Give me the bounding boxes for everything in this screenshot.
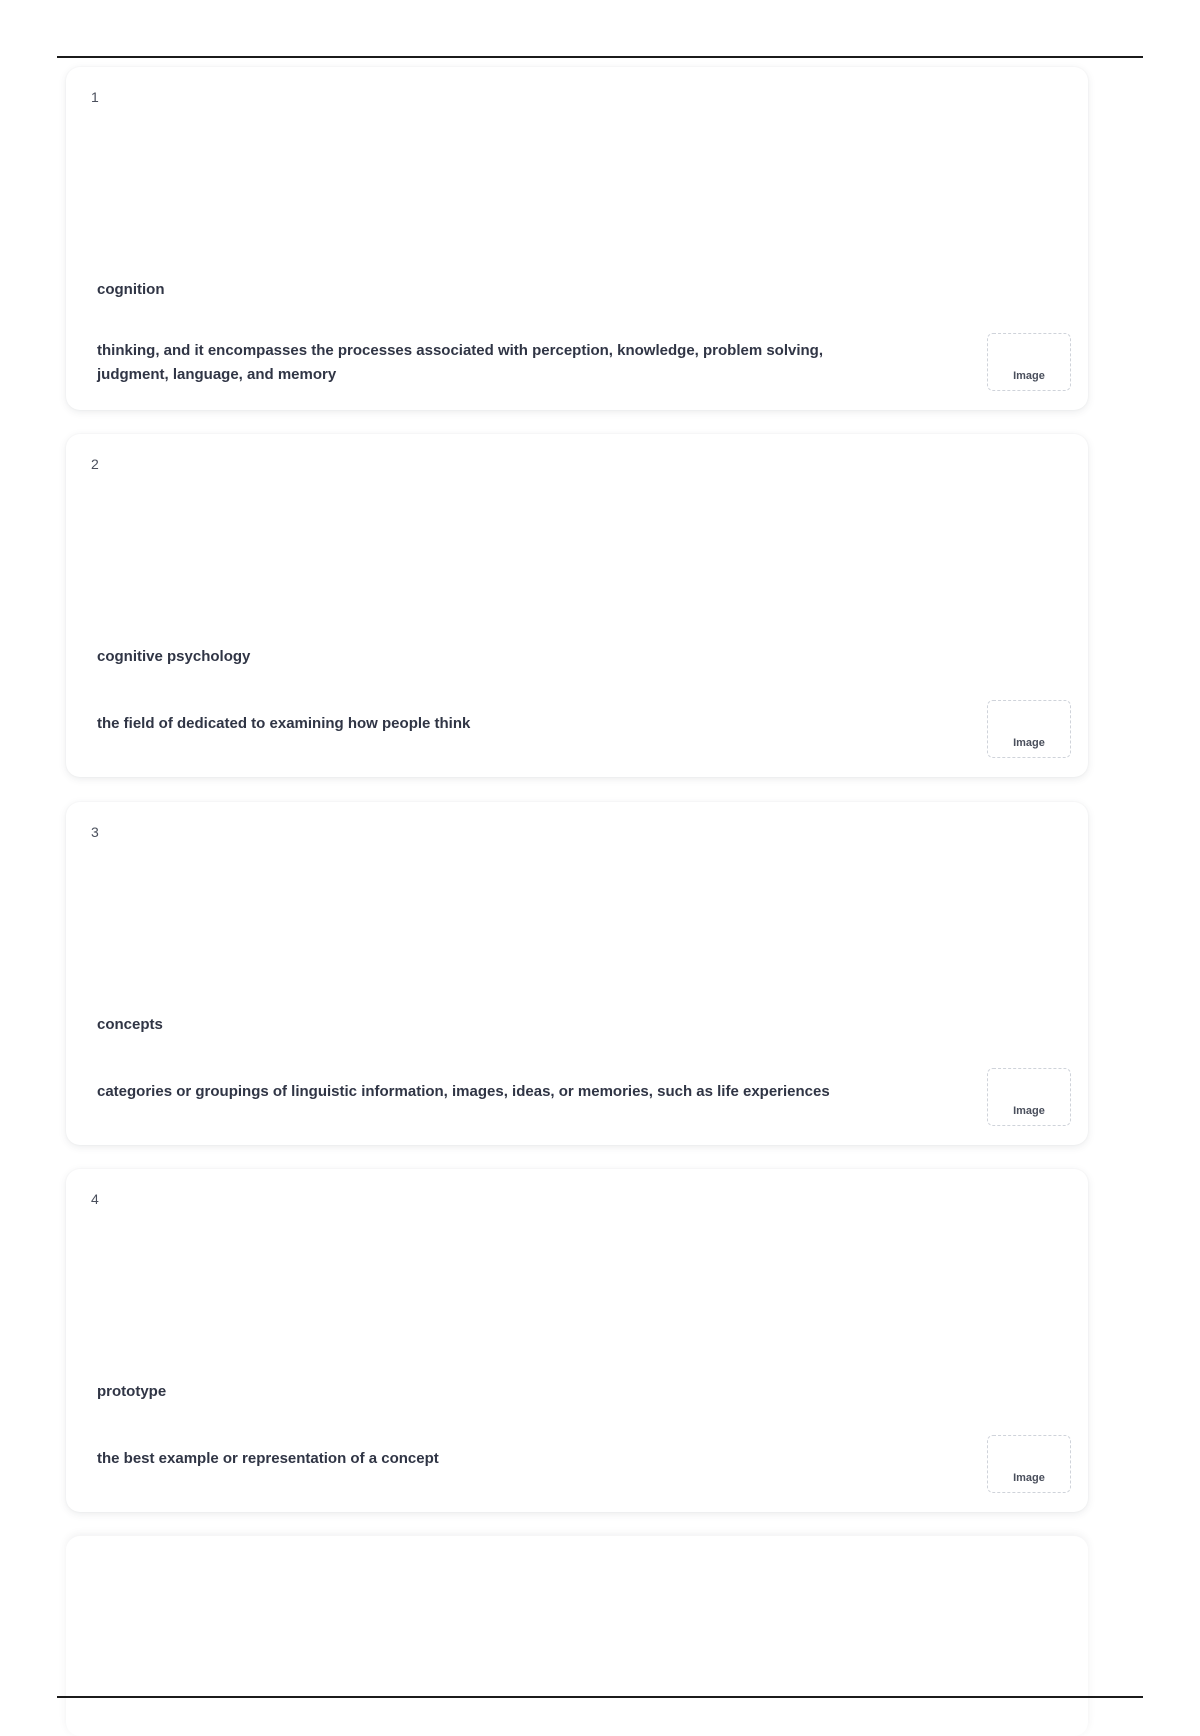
top-rule (57, 56, 1143, 58)
card-definition: the field of dedicated to examining how people think (97, 715, 471, 732)
flashcard (66, 67, 1088, 410)
flashcard-partial (66, 1536, 1088, 1736)
card-definition: categories or groupings of linguistic information, images, ideas, or memories, such as life experiences (97, 1083, 830, 1100)
card-term: prototype (97, 1383, 167, 1400)
image-placeholder[interactable] (987, 1068, 1071, 1126)
card-term: concepts (97, 1016, 163, 1033)
image-label: Image (1013, 370, 1045, 382)
card-definition: the best example or representation of a concept (97, 1450, 439, 1467)
image-label: Image (1013, 737, 1045, 749)
card-number: 2 (91, 456, 99, 472)
flashcard (66, 802, 1088, 1145)
card-definition: thinking, and it encompasses the processes associated with perception, knowledge, problem solving, judgment, language, and memory (97, 342, 824, 383)
card-term: cognition (97, 281, 165, 298)
card-number: 1 (91, 89, 99, 105)
card-number: 4 (91, 1191, 99, 1207)
bottom-rule (57, 1696, 1143, 1698)
image-label: Image (1013, 1472, 1045, 1484)
image-label: Image (1013, 1105, 1045, 1117)
flashcard (66, 1169, 1088, 1512)
image-placeholder[interactable] (987, 700, 1071, 758)
image-placeholder[interactable] (987, 333, 1071, 391)
card-term: cognitive psychology (97, 648, 251, 665)
flashcard (66, 434, 1088, 777)
image-placeholder[interactable] (987, 1435, 1071, 1493)
card-number: 3 (91, 824, 99, 840)
